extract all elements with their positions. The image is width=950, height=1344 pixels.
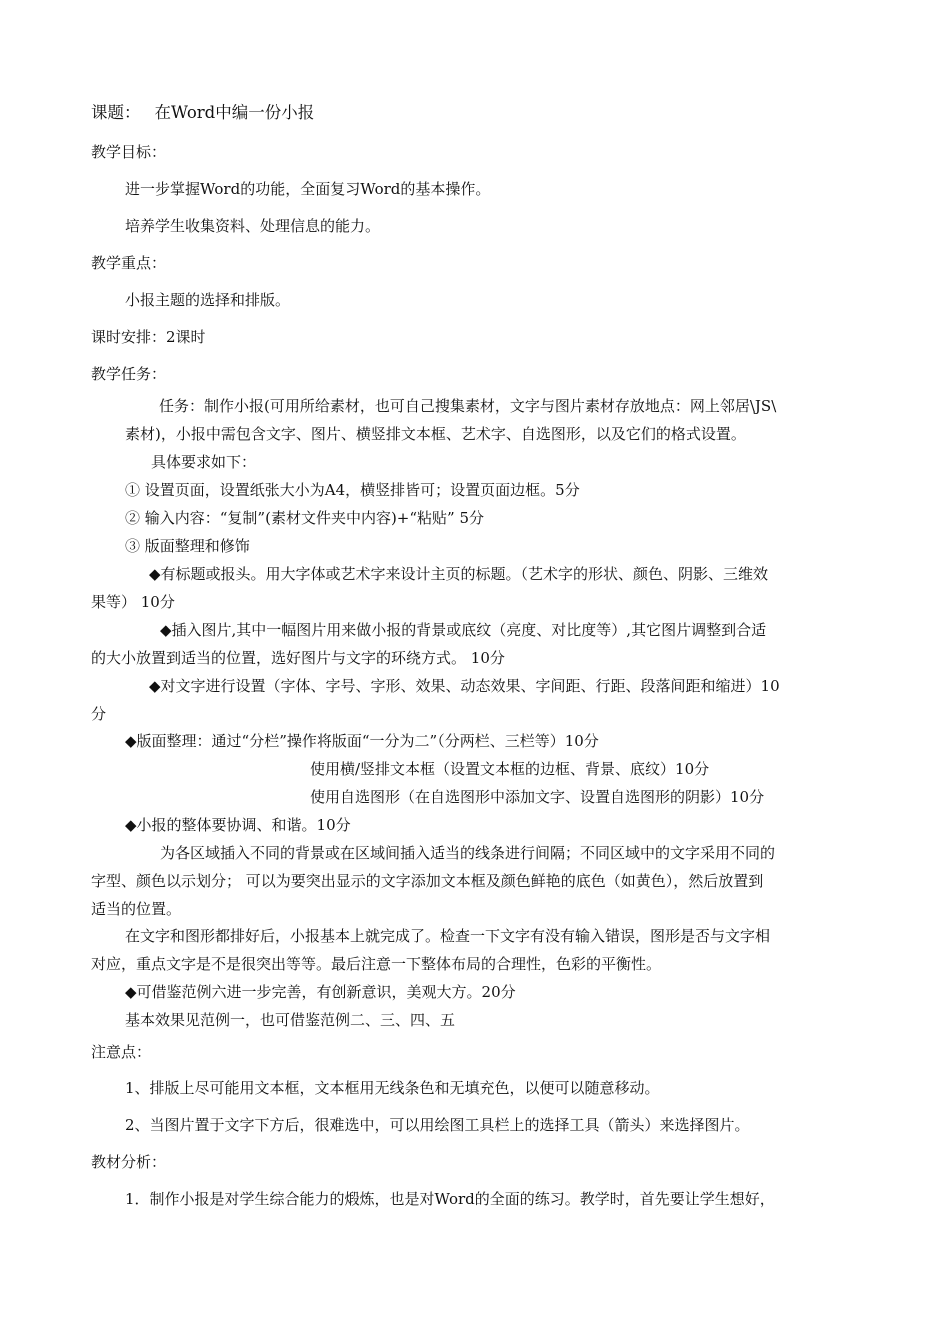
requirements-heading: 具体要求如下： (151, 453, 257, 471)
analysis-heading: 教材分析： (91, 1153, 167, 1171)
bullet-2-line-1: ◆插入图片,其中一幅图片用来做小报的背景或底纹（亮度、对比度等）,其它图片调整到合适 (160, 621, 767, 639)
bullet-1-line-2: 果等） 10分 (91, 593, 175, 611)
bullet-1-line-1: ◆有标题或报头。用大字体或艺术字来设计主页的标题。（艺术字的形状、颜色、阴影、三维效 (149, 565, 769, 583)
bullet-4-line-2: 使用横/竖排文本框（设置文本框的边框、背景、底纹）10分 (310, 760, 710, 778)
lesson-title (91, 103, 314, 123)
goals-heading: 教学目标： (91, 143, 167, 161)
bullet-5: ◆小报的整体要协调、和谐。10分 (125, 816, 351, 834)
bullet-3-line-1: ◆对文字进行设置（字体、字号、字形、效果、动态效果、字间距、行距、段落间距和缩进）10 (149, 677, 780, 695)
task-line-1: 任务：制作小报(可用所给素材，也可自己搜集素材，文字与图片素材存放地点：网上邻居\JS\ (159, 397, 777, 415)
bullet-4-line-1: ◆版面整理：通过“分栏”操作将版面“一分为二”（分两栏、三栏等）10分 (125, 732, 599, 750)
focus-1: 小报主题的选择和排版。 (125, 291, 291, 309)
title-label: 课题： (91, 103, 141, 122)
requirement-2: ② 输入内容：“复制”(素材文件夹中内容)+“粘贴” 5分 (125, 509, 485, 527)
schedule: 课时安排：2课时 (91, 328, 206, 346)
note-1: 1、排版上尽可能用文本框，文本框用无线条色和无填充色，以便可以随意移动。 (125, 1079, 660, 1097)
bullet-2-line-2: 的大小放置到适当的位置，选好图片与文字的环绕方式。 10分 (91, 649, 505, 667)
task-heading: 教学任务： (91, 365, 167, 383)
bullet-6: ◆可借鉴范例六进一步完善，有创新意识，美观大方。20分 (125, 983, 516, 1001)
focus-heading: 教学重点： (91, 254, 167, 272)
title-text: 在Word中编一份小报 (154, 103, 315, 122)
paragraph-1-line-2: 字型、颜色以示划分； 可以为要突出显示的文字添加文本框及颜色鲜艳的底色（如黄色），然后放置到 (91, 872, 764, 890)
bullet-4-line-3: 使用自选图形（在自选图形中添加文字、设置自选图形的阴影）10分 (310, 788, 765, 806)
paragraph-2-line-1: 在文字和图形都排好后，小报基本上就完成了。检查一下文字有没有输入错误，图形是否与文字相 (125, 927, 771, 945)
bullet-3-line-2: 分 (91, 705, 107, 723)
note-2: 2、当图片置于文字下方后，很难选中，可以用绘图工具栏上的选择工具（箭头）来选择图片。 (125, 1116, 750, 1134)
examples-line: 基本效果见范例一，也可借鉴范例二、三、四、五 (125, 1011, 456, 1029)
requirement-3: ③ 版面整理和修饰 (125, 537, 250, 555)
paragraph-2-line-2: 对应，重点文字是不是很突出等等。最后注意一下整体布局的合理性，色彩的平衡性。 (91, 955, 662, 973)
notes-heading: 注意点： (91, 1043, 152, 1061)
paragraph-1-line-3: 适当的位置。 (91, 900, 182, 918)
paragraph-1-line-1: 为各区域插入不同的背景或在区域间插入适当的线条进行间隔；不同区域中的文字采用不同的 (160, 844, 776, 862)
analysis-1: 1．制作小报是对学生综合能力的煅炼，也是对Word的全面的练习。教学时，首先要让学生想好， (125, 1190, 775, 1208)
goal-1: 进一步掌握Word的功能，全面复习Word的基本操作。 (125, 180, 491, 198)
task-line-2: 素材)，小报中需包含文字、图片、横竖排文本框、艺术字、自选图形，以及它们的格式设置。 (125, 425, 746, 443)
requirement-1: ① 设置页面，设置纸张大小为A4，横竖排皆可；设置页面边框。5分 (125, 481, 580, 499)
goal-2: 培养学生收集资料、处理信息的能力。 (125, 217, 381, 235)
